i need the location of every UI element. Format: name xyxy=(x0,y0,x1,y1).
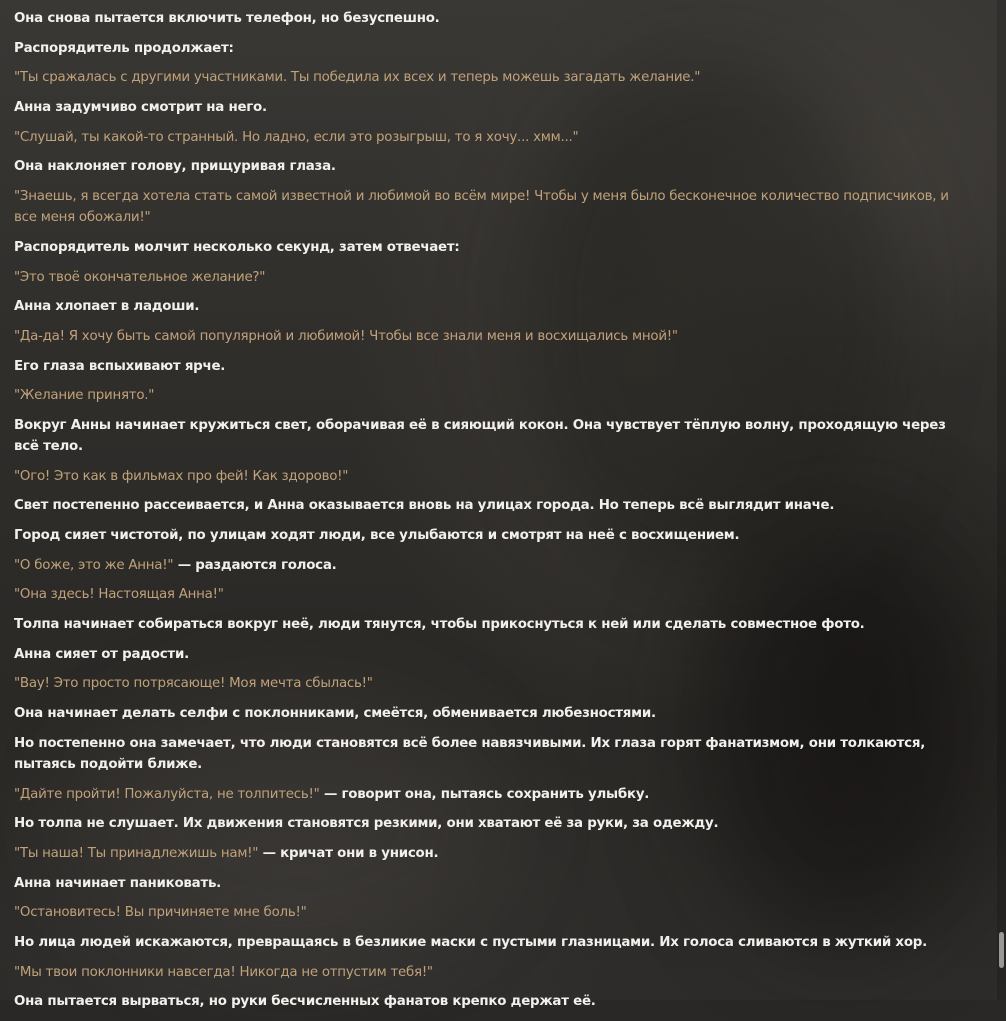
narration-text: Она наклоняет голову, прищуривая глаза. xyxy=(14,159,336,175)
narration-text: Анна сияет от радости. xyxy=(14,646,189,662)
narration-text: Распорядитель молчит несколько секунд, затем отвечает: xyxy=(14,239,460,255)
message-paragraph xyxy=(14,644,959,665)
dialogue-text: "Остановитесь! Вы причиняете мне боль!" xyxy=(14,905,307,921)
message-paragraph xyxy=(14,991,959,1012)
narration-text: Распорядитель продолжает: xyxy=(14,40,234,56)
message-paragraph xyxy=(14,186,959,228)
narration-text: Она снова пытается включить телефон, но безуспешно. xyxy=(14,11,440,26)
narration-text: Толпа начинает собираться вокруг неё, люди тянутся, чтобы прикоснуться к ней или сделать совместное фото. xyxy=(14,617,865,633)
message-paragraph xyxy=(14,733,959,775)
scrollbar-thumb[interactable] xyxy=(999,932,1004,968)
dialogue-text: "Она здесь! Настоящая Анна!" xyxy=(14,587,224,603)
dialogue-text: "Желание принято." xyxy=(14,388,155,404)
message-log[interactable] xyxy=(14,8,959,1021)
narration-text: Но лица людей искажаются, превращаясь в безликие маски с пустыми глазницами. Их голоса сливаются в жуткий хор. xyxy=(14,934,927,950)
message-paragraph xyxy=(14,962,959,983)
message-paragraph xyxy=(14,932,959,953)
message-paragraph xyxy=(14,296,959,317)
dialogue-text: "Ты сражалась с другими участниками. Ты победила их всех и теперь можешь загадать желание." xyxy=(14,70,701,86)
message-paragraph xyxy=(14,525,959,546)
message-paragraph xyxy=(14,326,959,347)
narration-text: Анна хлопает в ладоши. xyxy=(14,299,200,315)
narration-text: Анна задумчиво смотрит на него. xyxy=(14,100,267,116)
narration-text: Его глаза вспыхивают ярче. xyxy=(14,358,226,374)
message-paragraph xyxy=(14,97,959,118)
message-paragraph xyxy=(14,38,959,59)
message-paragraph xyxy=(14,555,959,576)
message-paragraph xyxy=(14,8,959,29)
narration-text: Но постепенно она замечает, что люди становятся всё более навязчивыми. Их глаза горят фанатизмом, они толкаются, пытаясь подойти ближе. xyxy=(14,735,926,772)
dialogue-text: "Да-да! Я хочу быть самой популярной и любимой! Чтобы все знали меня и восхищались мной!" xyxy=(14,328,678,344)
narration-text: Она пытается вырваться, но руки бесчисленных фанатов крепко держат её. xyxy=(14,994,596,1010)
dialogue-text: "Слушай, ты какой-то странный. Но ладно, если это розыгрыш, то я хочу... хмм..." xyxy=(14,129,579,145)
message-paragraph xyxy=(14,843,959,864)
scrollbar[interactable] xyxy=(997,0,1006,1000)
narration-text: Анна начинает паниковать. xyxy=(14,875,222,891)
message-paragraph xyxy=(14,813,959,834)
message-paragraph xyxy=(14,156,959,177)
message-paragraph xyxy=(14,902,959,923)
message-paragraph xyxy=(14,466,959,487)
narration-text: Вокруг Анны начинает кружиться свет, оборачивая её в сияющий кокон. Она чувствует тёплую волну, проходящую через всё тело. xyxy=(14,417,946,454)
message-paragraph xyxy=(14,415,959,457)
message-paragraph xyxy=(14,356,959,377)
message-paragraph xyxy=(14,385,959,406)
dialogue-text: "Ты наша! Ты принадлежишь нам!" xyxy=(14,845,259,861)
message-paragraph xyxy=(14,495,959,516)
message-paragraph xyxy=(14,614,959,635)
narration-text: Но толпа не слушает. Их движения становятся резкими, они хватают её за руки, за одежду. xyxy=(14,816,719,832)
dialogue-text: "Это твоё окончательное желание?" xyxy=(14,269,266,285)
narration-text: — раздаются голоса. xyxy=(173,557,337,573)
message-paragraph xyxy=(14,267,959,288)
message-paragraph xyxy=(14,673,959,694)
message-paragraph xyxy=(14,584,959,605)
message-paragraph xyxy=(14,127,959,148)
dialogue-text: "О боже, это же Анна!" xyxy=(14,557,174,573)
message-paragraph xyxy=(14,703,959,724)
narration-text: Свет постепенно рассеивается, и Анна оказывается вновь на улицах города. Но теперь всё выглядит иначе. xyxy=(14,498,835,514)
message-paragraph xyxy=(14,237,959,258)
dialogue-text: "Вау! Это просто потрясающе! Моя мечта сбылась!" xyxy=(14,676,373,692)
dialogue-text: "Мы твои поклонники навсегда! Никогда не отпустим тебя!" xyxy=(14,964,433,980)
message-paragraph xyxy=(14,873,959,894)
dialogue-text: "Знаешь, я всегда хотела стать самой известной и любимой во всём мире! Чтобы у меня было бесконечное количество подписчиков, и все меня обожали!" xyxy=(14,189,949,226)
dialogue-text: "Дайте пройти! Пожалуйста, не толпитесь!" xyxy=(14,786,320,802)
message-paragraph xyxy=(14,784,959,805)
narration-text: Город сияет чистотой, по улицам ходят люди, все улыбаются и смотрят на неё с восхищением. xyxy=(14,528,740,543)
narration-text: — говорит она, пытаясь сохранить улыбку. xyxy=(319,786,650,802)
message-paragraph xyxy=(14,67,959,88)
dialogue-text: "Ого! Это как в фильмах про фей! Как здорово!" xyxy=(14,468,349,484)
narration-text: Она начинает делать селфи с поклонниками, смеётся, обменивается любезностями. xyxy=(14,706,656,722)
narration-text: — кричат они в унисон. xyxy=(258,845,439,861)
